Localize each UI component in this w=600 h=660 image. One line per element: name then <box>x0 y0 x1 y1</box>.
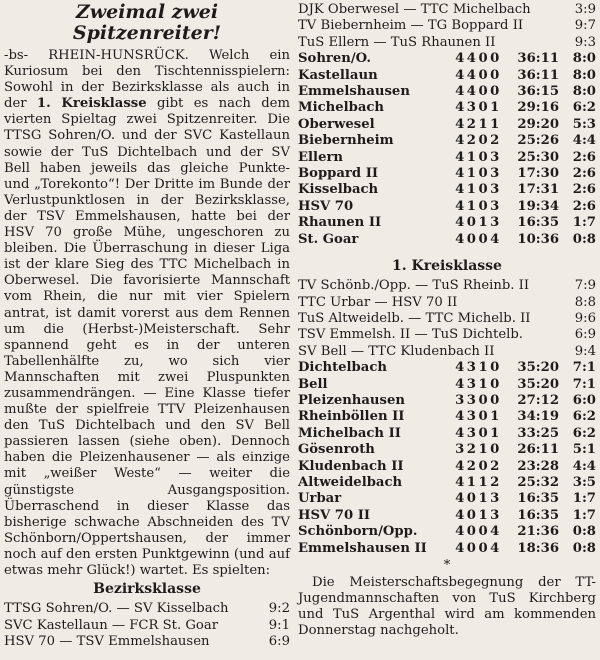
standings-team: Rheinböllen II <box>298 409 405 425</box>
standings-points: 5:3 <box>572 116 596 132</box>
standings-row <box>298 166 596 182</box>
result-score: 7:9 <box>574 278 596 294</box>
standings-count: 4 <box>455 182 465 198</box>
kreisklasse-results <box>298 278 596 360</box>
result-row <box>298 295 596 311</box>
standings-games: 36:11 <box>517 67 559 83</box>
standings-games: 33:25 <box>517 425 559 441</box>
standings-count: 0 <box>478 540 488 556</box>
standings-team: Kastellaun <box>298 67 378 83</box>
standings-team: Bell <box>298 376 328 392</box>
result-row <box>4 618 290 634</box>
standings-points: 3:5 <box>572 474 596 490</box>
standings-team: Rhaunen II <box>298 215 382 231</box>
result-score: 8:8 <box>574 294 596 310</box>
standings-row <box>298 442 596 458</box>
standings-row <box>298 508 596 524</box>
standings-games: 16:35 <box>517 507 559 523</box>
standings-points: 6:2 <box>572 425 596 441</box>
standings-row <box>298 150 596 166</box>
result-match: TSV Emmelsh. II — TuS Dichtelb. <box>298 327 523 343</box>
standings-count: 0 <box>478 100 488 116</box>
standings-count: 1 <box>478 376 488 392</box>
result-score: 9:4 <box>574 343 596 359</box>
standings-count: 0 <box>490 67 500 83</box>
standings-points: 2:6 <box>572 198 596 214</box>
result-match: HSV 70 — TSV Emmelshausen <box>4 633 210 649</box>
result-match: TuS Altweidelb. — TTC Michelb. II <box>298 310 531 326</box>
standings-team: Sohren/O. <box>298 51 371 67</box>
standings-team: HSV 70 II <box>298 507 371 523</box>
right-column <box>298 2 596 639</box>
standings-count: 0 <box>466 491 476 507</box>
standings-count: 4 <box>455 84 465 100</box>
standings-count: 3 <box>466 100 476 116</box>
standings-count: 4 <box>490 231 500 247</box>
standings-row <box>298 491 596 507</box>
standings-games: 36:11 <box>517 51 559 67</box>
standings-row <box>298 182 596 198</box>
kreisklasse-standings <box>298 360 596 557</box>
standings-points: 4:4 <box>572 458 596 474</box>
standings-points: 0:8 <box>572 524 596 540</box>
standings-count: 3 <box>466 376 476 392</box>
standings-row <box>298 133 596 149</box>
standings-count: 4 <box>455 376 465 392</box>
bezirksklasse-heading: Bezirksklasse <box>93 581 201 598</box>
footer-note: Die Meisterschaftsbegegnung der TT-Jugendmannschaften von TuS Kirchberg und TuS Argenthal wird am kommenden Donnerstag nachgeholt. <box>298 575 596 639</box>
standings-count: 3 <box>466 409 476 425</box>
standings-count: 2 <box>466 116 476 132</box>
standings-count: 0 <box>490 442 500 458</box>
standings-points: 7:1 <box>572 360 596 376</box>
standings-team: Michelbach <box>298 100 385 116</box>
standings-count: 4 <box>455 149 465 165</box>
standings-count: 2 <box>466 442 476 458</box>
bezirksklasse-results-left <box>4 601 290 650</box>
standings-count: 4 <box>490 540 500 556</box>
standings-count: 0 <box>478 166 488 182</box>
standings-count: 0 <box>490 392 500 408</box>
standings-team: Biebernheim <box>298 133 394 149</box>
kreisklasse-heading: 1. Kreisklasse <box>392 258 502 275</box>
standings-count: 0 <box>478 182 488 198</box>
standings-games: 17:30 <box>517 166 559 182</box>
standings-count: 3 <box>490 182 500 198</box>
standings-count: 0 <box>478 425 488 441</box>
standings-games: 16:35 <box>517 215 559 231</box>
standings-count: 0 <box>478 458 488 474</box>
standings-points: 5:1 <box>572 442 596 458</box>
result-score: 9:2 <box>268 601 290 617</box>
result-score: 6:9 <box>574 327 596 343</box>
standings-count: 0 <box>478 149 488 165</box>
standings-points: 2:6 <box>572 166 596 182</box>
result-match: DJK Oberwesel — TTC Michelbach <box>298 2 531 17</box>
standings-team: Gösenroth <box>298 442 375 458</box>
result-row <box>298 2 596 18</box>
standings-games: 21:36 <box>517 524 559 540</box>
standings-count: 1 <box>478 474 488 490</box>
standings-count: 0 <box>478 198 488 214</box>
bezirksklasse-standings <box>298 51 596 248</box>
standings-count: 4 <box>455 474 465 490</box>
standings-count: 1 <box>478 116 488 132</box>
standings-row <box>298 360 596 376</box>
standings-count: 1 <box>466 149 476 165</box>
standings-team: Kisselbach <box>298 182 379 198</box>
standings-count: 0 <box>478 133 488 149</box>
article-body <box>4 48 290 579</box>
standings-points: 1:7 <box>572 491 596 507</box>
standings-count: 3 <box>466 360 476 376</box>
standings-row <box>298 409 596 425</box>
standings-count: 3 <box>490 198 500 214</box>
result-score: 9:6 <box>574 310 596 326</box>
standings-row <box>298 475 596 491</box>
headline-line-2: Spitzenreiter! <box>72 22 222 44</box>
standings-row <box>298 232 596 248</box>
standings-team: Pleizenhausen <box>298 392 405 408</box>
standings-team: HSV 70 <box>298 198 354 214</box>
standings-count: 1 <box>466 474 476 490</box>
standings-count: 3 <box>490 149 500 165</box>
standings-count: 3 <box>490 491 500 507</box>
standings-team: Boppard II <box>298 166 379 182</box>
standings-count: 2 <box>490 458 500 474</box>
result-score: 9:1 <box>268 617 290 633</box>
standings-row <box>298 393 596 409</box>
standings-team: Kludenbach II <box>298 458 404 474</box>
standings-points: 8:0 <box>572 51 596 67</box>
standings-games: 19:34 <box>517 198 559 214</box>
result-score: 6:9 <box>268 633 290 649</box>
standings-count: 1 <box>490 425 500 441</box>
result-score: 9:3 <box>574 34 596 50</box>
standings-count: 4 <box>466 51 476 67</box>
standings-count: 0 <box>466 231 476 247</box>
standings-points: 8:0 <box>572 67 596 83</box>
standings-games: 34:19 <box>517 409 559 425</box>
standings-count: 1 <box>478 215 488 231</box>
standings-count: 4 <box>455 67 465 83</box>
result-score: 3:9 <box>574 2 596 17</box>
standings-count: 0 <box>490 84 500 100</box>
article-body-part-2: gibt es nach dem vierten Spieltag zwei Spitzenreiter. Die TTSG Sohren/O. und der SVC Kastellaun sowie der TuS Dichtelbach und der SV Bell haben jeweils das gleiche Punkte- und „Torekonto“! Der Dritte im Bunde der Verlustpunktlosen in der Bezirksklasse, der TSV Emmelshausen, hatte bei der HSV 70 große Mühe, ungeschoren zu bleiben. Die Überraschung in dieser Liga ist der klare Sieg des TTC Michelbach in Oberwesel. Die favorisierte Mannschaft vom Rhein, die nur mit vier Spielern antrat, ist damit vorerst aus dem Rennen um die (Herbst-)Meisterschaft. Sehr spannend geht es in der unteren Tabellenhälfte zu, wo sich vier Mannschaften mit zwei Pluspunkten zusammendrängen. — Eine Klasse tiefer mußte der spielfreie TTV Pleizenhausen den TuS Dichtelbach und den SV Bell passieren lassen (siehe oben). Dennoch haben die Pleizenhausener — als einzige mit „weißer Weste“ — weiter die günstigste Ausgangsposition. Überraschend in dieser Klasse das bisherige schwache Abschneiden des TV Schönborn/Oppertshausen, der immer noch auf den ersten Punktgewinn (und auf etwas mehr Glück!) wartet. Es spielten: <box>4 96 290 578</box>
standings-count: 0 <box>478 392 488 408</box>
standings-count: 0 <box>466 540 476 556</box>
result-row <box>298 327 596 343</box>
standings-row <box>298 100 596 116</box>
standings-team: Michelbach II <box>298 425 401 441</box>
standings-count: 4 <box>455 116 465 132</box>
standings-games: 27:12 <box>517 392 559 408</box>
standings-count: 4 <box>455 100 465 116</box>
result-match: TV Biebernheim — TG Boppard II <box>298 18 524 34</box>
standings-count: 1 <box>466 198 476 214</box>
standings-count: 4 <box>455 409 465 425</box>
standings-count: 4 <box>455 231 465 247</box>
standings-row <box>298 524 596 540</box>
standings-count: 4 <box>466 84 476 100</box>
standings-team: Schönborn/Opp. <box>298 524 418 540</box>
standings-points: 0:8 <box>572 540 596 556</box>
standings-count: 0 <box>478 84 488 100</box>
result-row <box>298 18 596 34</box>
standings-row <box>298 68 596 84</box>
standings-count: 4 <box>455 133 465 149</box>
standings-team: St. Goar <box>298 231 359 247</box>
article-headline <box>4 2 290 44</box>
standings-points: 6:2 <box>572 409 596 425</box>
result-match: TV Schönb./Opp. — TuS Rheinb. II <box>298 278 530 294</box>
standings-games: 35:20 <box>517 376 559 392</box>
standings-games: 26:11 <box>517 442 559 458</box>
standings-points: 0:8 <box>572 231 596 247</box>
standings-team: Dichtelbach <box>298 360 387 376</box>
standings-games: 18:36 <box>517 540 559 556</box>
standings-games: 36:15 <box>517 84 559 100</box>
left-column <box>4 2 290 650</box>
standings-count: 4 <box>455 425 465 441</box>
result-match: TTC Urbar — HSV 70 II <box>298 294 458 310</box>
standings-count: 0 <box>478 409 488 425</box>
standings-games: 17:31 <box>517 182 559 198</box>
standings-count: 2 <box>466 133 476 149</box>
standings-count: 1 <box>466 166 476 182</box>
standings-count: 2 <box>490 474 500 490</box>
standings-count: 4 <box>455 491 465 507</box>
standings-points: 2:6 <box>572 182 596 198</box>
standings-count: 4 <box>455 166 465 182</box>
standings-count: 2 <box>490 133 500 149</box>
standings-count: 0 <box>466 524 476 540</box>
standings-count: 3 <box>455 442 465 458</box>
standings-games: 25:30 <box>517 149 559 165</box>
standings-count: 0 <box>478 51 488 67</box>
standings-count: 0 <box>478 524 488 540</box>
standings-count: 1 <box>478 507 488 523</box>
standings-count: 1 <box>478 360 488 376</box>
standings-count: 1 <box>478 491 488 507</box>
standings-count: 3 <box>490 215 500 231</box>
standings-points: 1:7 <box>572 215 596 231</box>
result-score: 9:7 <box>574 18 596 34</box>
standings-count: 3 <box>466 392 476 408</box>
standings-count: 0 <box>490 376 500 392</box>
headline-line-1: Zweimal zwei <box>75 1 219 23</box>
standings-count: 0 <box>490 51 500 67</box>
result-row <box>298 344 596 360</box>
standings-count: 4 <box>455 51 465 67</box>
standings-team: Altweidelbach <box>298 474 403 490</box>
standings-count: 3 <box>490 507 500 523</box>
standings-count: 1 <box>466 182 476 198</box>
standings-row <box>298 459 596 475</box>
result-row <box>298 35 596 51</box>
result-match: TTSG Sohren/O. — SV Kisselbach <box>4 601 229 617</box>
standings-count: 4 <box>455 198 465 214</box>
standings-games: 29:16 <box>517 100 559 116</box>
standings-games: 25:32 <box>517 474 559 490</box>
standings-games: 29:20 <box>517 116 559 132</box>
standings-row <box>298 215 596 231</box>
standings-count: 0 <box>466 215 476 231</box>
separator-star: * <box>443 558 451 573</box>
result-row <box>298 311 596 327</box>
standings-points: 7:1 <box>572 376 596 392</box>
standings-points: 6:2 <box>572 100 596 116</box>
standings-count: 0 <box>478 67 488 83</box>
standings-points: 2:6 <box>572 149 596 165</box>
standings-row <box>298 377 596 393</box>
standings-count: 1 <box>478 442 488 458</box>
article-body-part-1: -bs- RHEIN-HUNSRÜCK. Welch ein Kuriosum bei den Tischtennisspielern: Sowohl in der Bezirksklasse als auch in der <box>4 48 290 112</box>
standings-games: 16:35 <box>517 491 559 507</box>
standings-team: Urbar <box>298 491 342 507</box>
standings-row <box>298 426 596 442</box>
standings-count: 0 <box>490 360 500 376</box>
standings-games: 35:20 <box>517 360 559 376</box>
article-body-bold: 1. Kreisklasse <box>36 96 147 112</box>
standings-points: 8:0 <box>572 84 596 100</box>
result-row <box>4 601 290 617</box>
standings-points: 1:7 <box>572 507 596 523</box>
standings-row <box>298 117 596 133</box>
standings-points: 4:4 <box>572 133 596 149</box>
standings-row <box>298 84 596 100</box>
standings-team: Emmelshausen <box>298 84 410 100</box>
result-match: SV Bell — TTC Kludenbach II <box>298 343 495 359</box>
standings-count: 1 <box>490 100 500 116</box>
standings-count: 4 <box>455 524 465 540</box>
standings-count: 4 <box>466 67 476 83</box>
standings-row <box>298 541 596 557</box>
result-row <box>298 278 596 294</box>
standings-count: 0 <box>478 231 488 247</box>
standings-count: 0 <box>466 507 476 523</box>
standings-team: Ellern <box>298 149 343 165</box>
result-match: SVC Kastellaun — FCR St. Goar <box>4 617 219 633</box>
result-match: TuS Ellern — TuS Rhaunen II <box>298 34 496 50</box>
standings-count: 4 <box>455 215 465 231</box>
standings-count: 3 <box>490 166 500 182</box>
standings-team: Oberwesel <box>298 116 375 132</box>
standings-points: 6:0 <box>572 392 596 408</box>
standings-games: 10:36 <box>517 231 559 247</box>
standings-count: 3 <box>455 392 465 408</box>
standings-row <box>298 51 596 67</box>
standings-count: 1 <box>490 409 500 425</box>
standings-count: 4 <box>455 540 465 556</box>
standings-count: 3 <box>466 425 476 441</box>
standings-games: 23:28 <box>517 458 559 474</box>
standings-team: Emmelshausen II <box>298 540 427 556</box>
standings-count: 4 <box>455 458 465 474</box>
standings-row <box>298 199 596 215</box>
standings-count: 2 <box>466 458 476 474</box>
standings-count: 4 <box>455 360 465 376</box>
standings-games: 25:26 <box>517 133 559 149</box>
standings-count: 4 <box>490 524 500 540</box>
result-row <box>4 634 290 650</box>
standings-count: 4 <box>455 507 465 523</box>
bezirksklasse-results-right <box>298 2 596 51</box>
standings-count: 1 <box>490 116 500 132</box>
